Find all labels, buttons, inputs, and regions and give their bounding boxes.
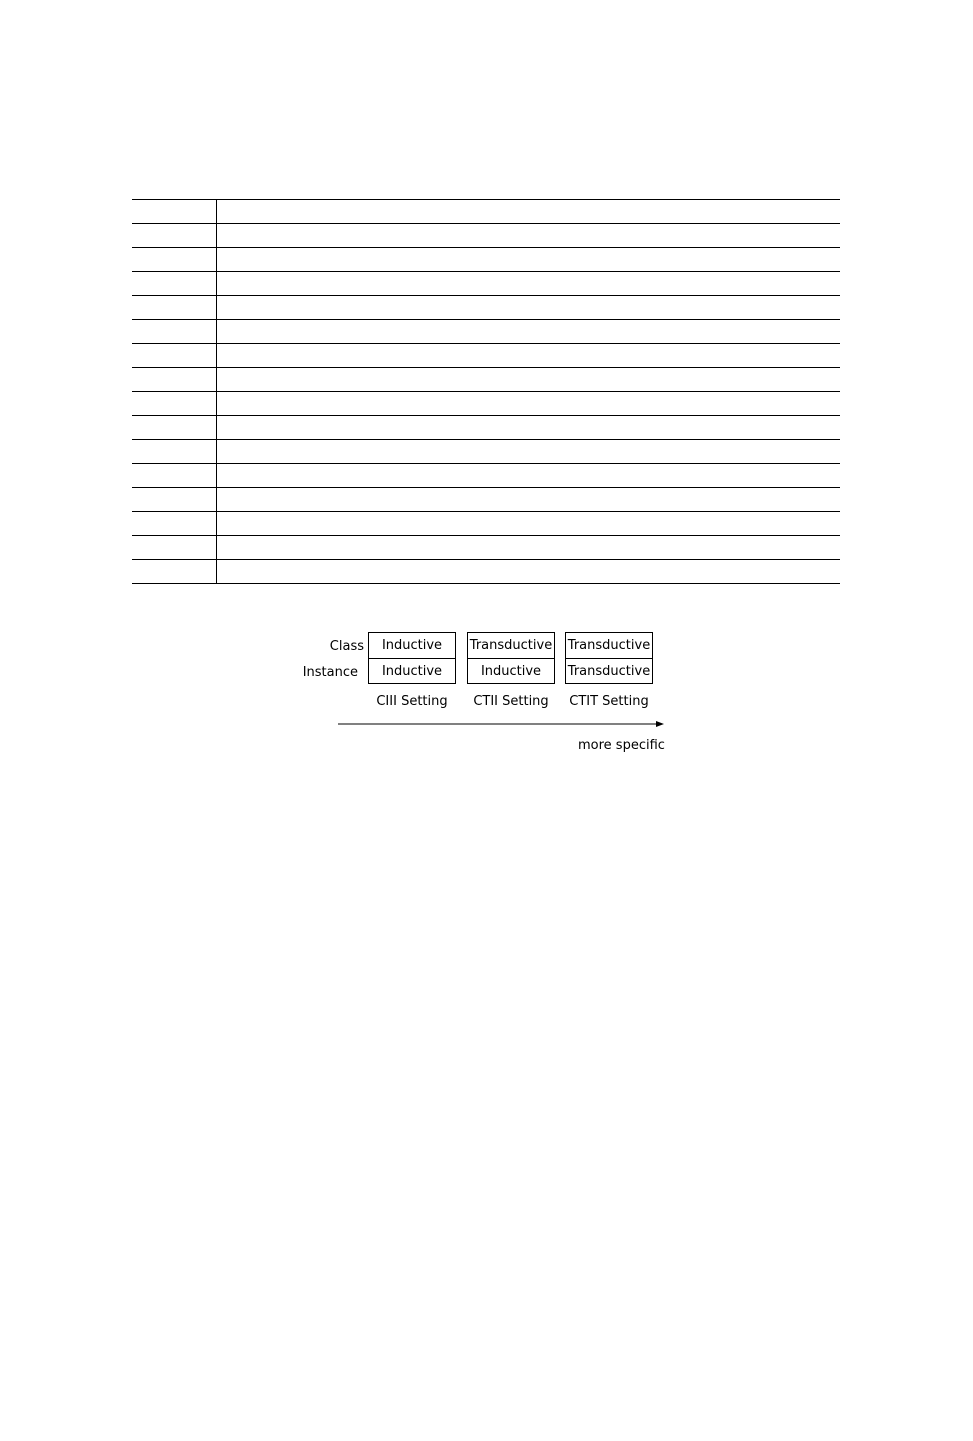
- more-specific-label: more specific: [578, 738, 665, 753]
- table-row: [132, 248, 840, 272]
- settings-figure: [300, 625, 680, 765]
- table-row: [132, 272, 840, 296]
- table-row: [132, 392, 840, 416]
- table-row: [132, 560, 840, 584]
- ciii-instance-cell: Inductive: [381, 664, 443, 679]
- ctit-class-cell: Transductive: [566, 633, 652, 659]
- table-row: [132, 512, 840, 536]
- table-row: [132, 344, 840, 368]
- ctii-instance-cell: Inductive: [480, 664, 542, 679]
- table-row: [132, 200, 840, 224]
- empty-ruled-table: [132, 199, 840, 584]
- table-row: [132, 416, 840, 440]
- table-row: [132, 488, 840, 512]
- ciii-setting-label: CIII Setting: [376, 694, 448, 709]
- ctit-setting-label: CTIT Setting: [569, 694, 649, 709]
- table-row: [132, 320, 840, 344]
- ciii-class-cell: Inductive: [369, 633, 455, 659]
- ctit-instance-cell: Transductive: [567, 664, 651, 679]
- ctii-class-cell: Transductive: [468, 633, 554, 659]
- table-row: [132, 296, 840, 320]
- class-row-label: Class: [329, 639, 364, 654]
- ctit-setting-box: [565, 632, 653, 684]
- right-arrow-icon: [338, 719, 664, 729]
- ctii-setting-box: [467, 632, 555, 684]
- instance-row-label: Instance: [302, 665, 358, 680]
- table-grid: [132, 199, 840, 584]
- table-row: [132, 224, 840, 248]
- table-row: [132, 440, 840, 464]
- ctii-setting-label: CTII Setting: [473, 694, 549, 709]
- table-row: [132, 464, 840, 488]
- table-row: [132, 368, 840, 392]
- ciii-setting-box: [368, 632, 456, 684]
- table-row: [132, 536, 840, 560]
